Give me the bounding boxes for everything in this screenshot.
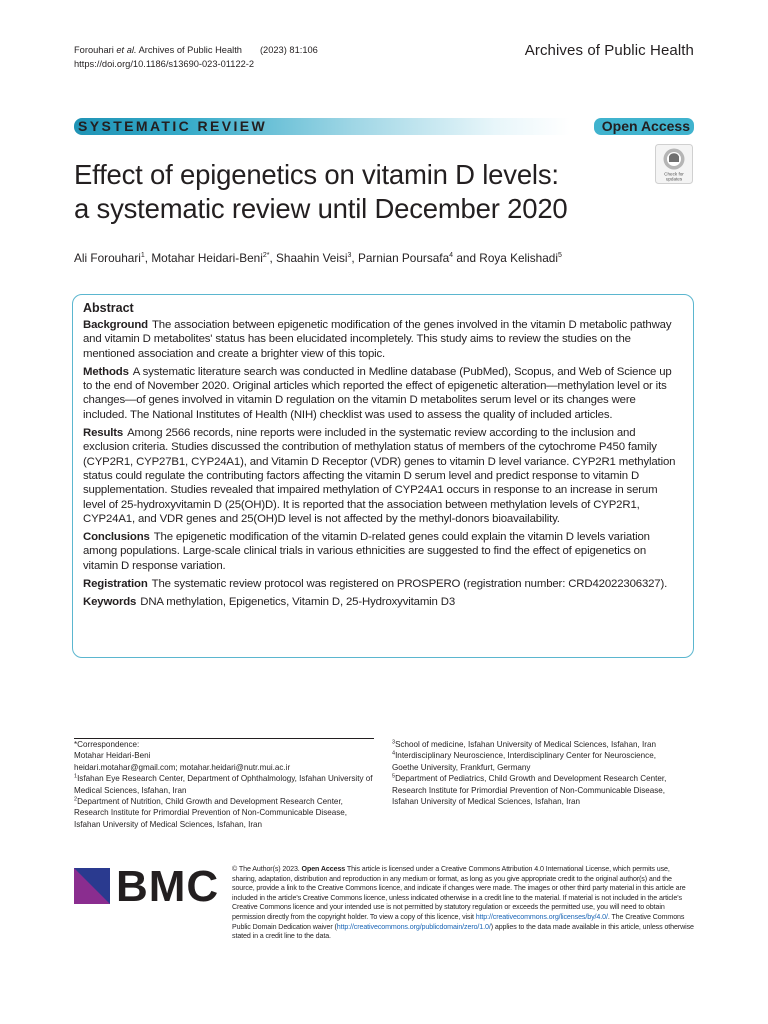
license-text: . The Creative Commons Public Domain Dedication waiver ( xyxy=(232,912,685,931)
affiliation-item xyxy=(392,773,682,807)
affiliation-item xyxy=(392,739,682,750)
author-affiliation-sup: 4 xyxy=(449,252,454,260)
author-separator: , xyxy=(144,251,152,265)
license-open-access: Open Access xyxy=(301,865,346,873)
section-text: Among 2566 records, nine reports were included in the systematic review according to the inclusion and exclusion criteria. Studies discussed the contribution of methylation status of members of the cytochrome P450 family (CYP2R1, CYP27B1, CYP24A1), and Vitamin D Receptor (VDR) genes to vitamin D level variance. CYP2R1 methylation status could regulate the contributing factors affecting the vitamin D serum level and predict response to vitamin D supplementation. Studies revealed that impaired methylation of CYP24A1 occurs in response to an increase in serum level of 25-hydroxyvitamin D (25(OH)D). It is reported that the association between methylation levels of CYP2R1, CYP24A1, and VDR genes and 25(OH)D level is not affected by the methyl-donors bioavailability. xyxy=(83,427,676,525)
author[interactable]: Motahar Heidari-Beni xyxy=(151,251,263,265)
author-separator: , xyxy=(269,251,277,265)
author-list xyxy=(74,251,562,265)
journal-name: Archives of Public Health xyxy=(524,42,694,59)
author-separator: , xyxy=(351,251,358,265)
section-label: Background xyxy=(83,319,148,331)
affiliation-item xyxy=(392,750,682,773)
section-label: Conclusions xyxy=(83,531,150,544)
abstract-conclusions xyxy=(83,530,681,573)
article-type-banner xyxy=(74,118,694,135)
correspondence-label: *Correspondence: xyxy=(74,740,140,749)
citation-etal: et al. xyxy=(116,45,137,55)
abstract-registration xyxy=(83,577,681,591)
section-label: Results xyxy=(83,427,124,440)
title-line-1: Effect of epigenetics on vitamin D levels: xyxy=(74,159,559,190)
abstract-keywords xyxy=(83,595,681,609)
open-access-badge: Open Access xyxy=(594,118,694,135)
section-label: Methods xyxy=(83,365,129,378)
author[interactable]: Roya Kelishadi xyxy=(479,251,558,265)
license-text: ) applies to the data made available in this article, unless otherwise stated in a credit line to the data. xyxy=(232,922,694,941)
author[interactable]: Ali Forouhari xyxy=(74,251,141,265)
section-text: The systematic review protocol was registered on PROSPERO (registration number: CRD42022306327). xyxy=(151,578,668,591)
author-affiliation-sup: 3 xyxy=(347,252,352,260)
author-affiliation-sup: 1 xyxy=(140,252,145,260)
article-type: SYSTEMATIC REVIEW xyxy=(78,118,268,134)
bmc-logo xyxy=(74,862,220,911)
section-label: Keywords xyxy=(83,596,137,609)
abstract-results xyxy=(83,426,681,526)
correspondence-email[interactable]: heidari.motahar@gmail.com; motahar.heidari@nutr.mui.ac.ir xyxy=(74,762,291,772)
affiliation-item xyxy=(74,773,374,796)
affiliation-text: Interdisciplinary Neuroscience, Interdisciplinary Center for Neuroscience, Goethe University, Frankfurt, Germany xyxy=(392,751,656,772)
title-line-2: a systematic review until December 2020 xyxy=(74,193,568,224)
abstract-methods xyxy=(83,365,681,422)
license-link-cc-zero[interactable]: http://creativecommons.org/publicdomain/zero/1.0/ xyxy=(336,922,491,931)
author-separator: and xyxy=(453,251,480,265)
citation-authors: Forouhari xyxy=(74,45,117,55)
section-text: A systematic literature search was conducted in Medline database (PubMed), Scopus, and Web of Science up to the end of November 2020. Original articles which reported the effect of epigenetic alteration—methylation level or its changes—of genes involved in vitamin D regulation on the vitamin D metabolites serum level or its changes were included. The National Institutes of Health (NIH) checklist was used to assess the quality of included articles. xyxy=(83,365,672,421)
license-statement xyxy=(232,865,694,942)
correspondence-name: Motahar Heidari-Beni xyxy=(74,751,151,761)
author-affiliation-sup: 2* xyxy=(262,252,270,260)
author[interactable]: Shaahin Veisi xyxy=(276,251,348,265)
affiliation-sup: 3 xyxy=(392,739,396,746)
check-for-updates-icon[interactable] xyxy=(655,144,693,184)
affiliation-text: School of medicine, Isfahan University of Medical Sciences, Isfahan, Iran xyxy=(395,740,656,749)
check-updates-line2: updates xyxy=(665,176,683,182)
section-text: The association between epigenetic modification of the genes involved in the vitamin D metabolic pathway and vitamin D metabolites' status has been elucidated incompletely. This study aims to review the studies on the mentioned association and create a brighter view of this topic. xyxy=(83,319,672,360)
citation-line xyxy=(74,44,318,58)
doi-link[interactable]: https://doi.org/10.1186/s13690-023-01122-2 xyxy=(74,58,255,69)
citation-journal: Archives of Public Health xyxy=(136,45,242,55)
affiliation-sup: 4 xyxy=(392,750,396,757)
section-label: Registration xyxy=(83,578,148,591)
affiliation-sup: 2 xyxy=(74,796,78,803)
affiliation-item xyxy=(74,796,374,830)
bmc-wordmark: BMC xyxy=(116,862,220,911)
author-affiliation-sup: 5 xyxy=(558,252,562,260)
citation-volume: (2023) 81:106 xyxy=(259,45,318,55)
bmc-logo-icon xyxy=(74,868,110,904)
footnotes-left xyxy=(74,739,374,830)
license-text: This article is licensed under a Creative Commons Attribution 4.0 International License, which permits use, sharing, adaptation, distribution and reproduction in any medium or format, as long as you give appropriate credit to the original author(s) and the source, provide a link to the Creative Commons licence, and indicate if changes were made. The images or other third party material in this article are included in the article's Creative Commons licence, unless indicated otherwise in a credit line to the material. If material is not included in the article's Creative Commons licence and your intended use is not permitted by statutory regulation or exceeds the permitted use, you will need to obtain permission directly from the copyright holder. To view a copy of this licence, visit xyxy=(232,865,686,921)
article-title xyxy=(74,158,634,226)
check-updates-line1: Check for xyxy=(664,171,684,177)
affiliation-sup: 1 xyxy=(74,773,78,780)
license-link-cc-by[interactable]: http://creativecommons.org/licenses/by/4.0/ xyxy=(475,912,608,921)
footnotes-right xyxy=(392,739,682,807)
affiliation-text: Department of Nutrition, Child Growth and Development Research Center, Research Institute for Primordial Prevention of Non-Communicable Disease, Isfahan University of Medical Sciences, Isfahan, Iran xyxy=(74,797,348,829)
abstract-heading: Abstract xyxy=(83,301,134,315)
affiliation-text: Isfahan Eye Research Center, Department of Ophthalmology, Isfahan University of Medical Sciences, Isfahan, Iran xyxy=(74,774,373,795)
affiliation-text: Department of Pediatrics, Child Growth and Development Research Center, Research Institute for Primordial Prevention of Non-Communicable Disease, Isfahan University of Medical Sciences, Isfahan, Iran xyxy=(392,774,667,807)
license-prefix: © The Author(s) 2023. xyxy=(232,865,302,873)
abstract-background xyxy=(83,318,681,361)
running-header-citation xyxy=(74,44,318,71)
abstract-box xyxy=(72,294,694,658)
section-text: DNA methylation, Epigenetics, Vitamin D, 25-Hydroxyvitamin D3 xyxy=(140,596,456,609)
affiliation-sup: 5 xyxy=(392,773,396,780)
author[interactable]: Parnian Poursafa xyxy=(357,251,450,265)
section-text: The epigenetic modification of the vitamin D-related genes could explain the vitamin D levels variation among populations. Large-scale clinical trials in various ethnicities are suggested to find the effect of epigenetics on vitamin D response variation. xyxy=(83,531,650,572)
